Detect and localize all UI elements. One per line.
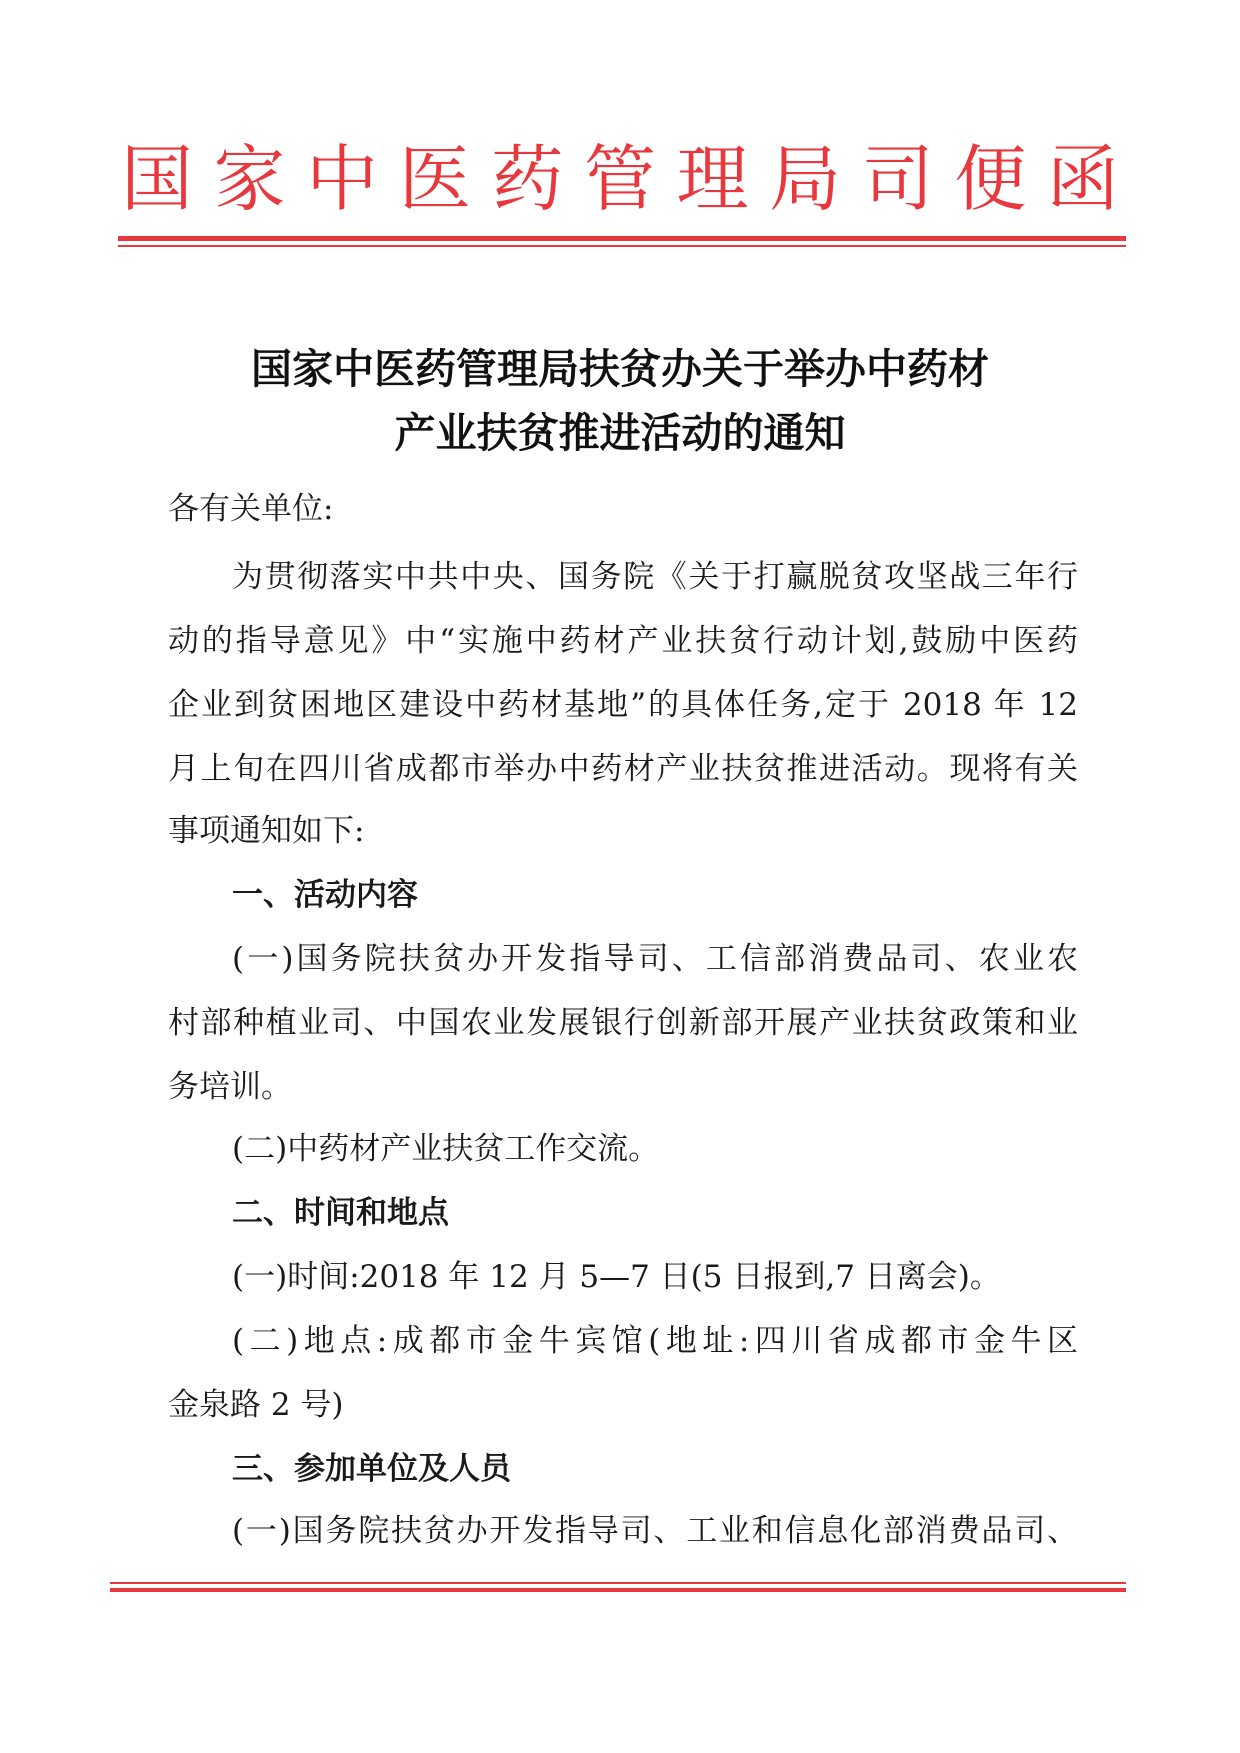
document-title-line-2: 产业扶贫推进活动的通知 xyxy=(394,409,846,457)
paragraph-line: (二)地点:成都市金牛宾馆(地址:四川省成都市金牛区 xyxy=(232,1323,1078,1359)
letterhead-char: 司 xyxy=(861,137,934,221)
section-heading-1: 一、活动内容 xyxy=(232,877,418,913)
paragraph-line: 企业到贫困地区建设中药材基地”的具体任务,定于 2018 年 12 xyxy=(168,687,1078,723)
letterhead-char: 理 xyxy=(676,137,749,221)
section-heading-2: 二、时间和地点 xyxy=(232,1195,449,1231)
section-heading-3: 三、参加单位及人员 xyxy=(232,1451,511,1487)
paragraph-line: 事项通知如下: xyxy=(168,813,365,849)
paragraph-line: (一)国务院扶贫办开发指导司、工信部消费品司、农业农 xyxy=(232,941,1078,977)
letterhead-char: 局 xyxy=(769,137,842,221)
letterhead-char: 中 xyxy=(306,137,379,221)
paragraph-line: 为贯彻落实中共中央、国务院《关于打赢脱贫攻坚战三年行 xyxy=(232,559,1078,595)
paragraph-line: 金泉路 2 号) xyxy=(168,1387,344,1423)
letterhead-char: 函 xyxy=(1046,137,1119,221)
document-title-line-1: 国家中医药管理局扶贫办关于举办中药材 xyxy=(251,345,989,393)
footer-rule-thin xyxy=(110,1582,1126,1584)
salutation: 各有关单位: xyxy=(168,491,334,527)
letterhead-char: 管 xyxy=(583,137,656,221)
paragraph-line: 动的指导意见》中“实施中药材产业扶贫行动计划,鼓励中医药 xyxy=(168,623,1078,659)
paragraph-line: 村部种植业司、中国农业发展银行创新部开展产业扶贫政策和业 xyxy=(168,1005,1078,1041)
letterhead-rule-thin xyxy=(118,245,1126,247)
letterhead-char: 药 xyxy=(491,137,564,221)
letterhead-char: 国 xyxy=(120,137,193,221)
paragraph-line: (二)中药材产业扶贫工作交流。 xyxy=(232,1131,660,1167)
letterhead-rule-thick xyxy=(118,236,1126,241)
paragraph-line: (一)国务院扶贫办开发指导司、工业和信息化部消费品司、 xyxy=(232,1513,1078,1549)
paragraph-line: 月上旬在四川省成都市举办中药材产业扶贫推进活动。现将有关 xyxy=(168,751,1078,787)
paragraph-line: (一)时间:2018 年 12 月 5—7 日(5 日报到,7 日离会)。 xyxy=(232,1259,1001,1295)
footer-rule-thick xyxy=(110,1588,1126,1592)
letterhead-char: 医 xyxy=(398,137,471,221)
letterhead-title xyxy=(118,133,1122,225)
letterhead-char: 便 xyxy=(954,137,1027,221)
letterhead-char: 家 xyxy=(213,137,286,221)
paragraph-line: 务培训。 xyxy=(168,1069,292,1105)
